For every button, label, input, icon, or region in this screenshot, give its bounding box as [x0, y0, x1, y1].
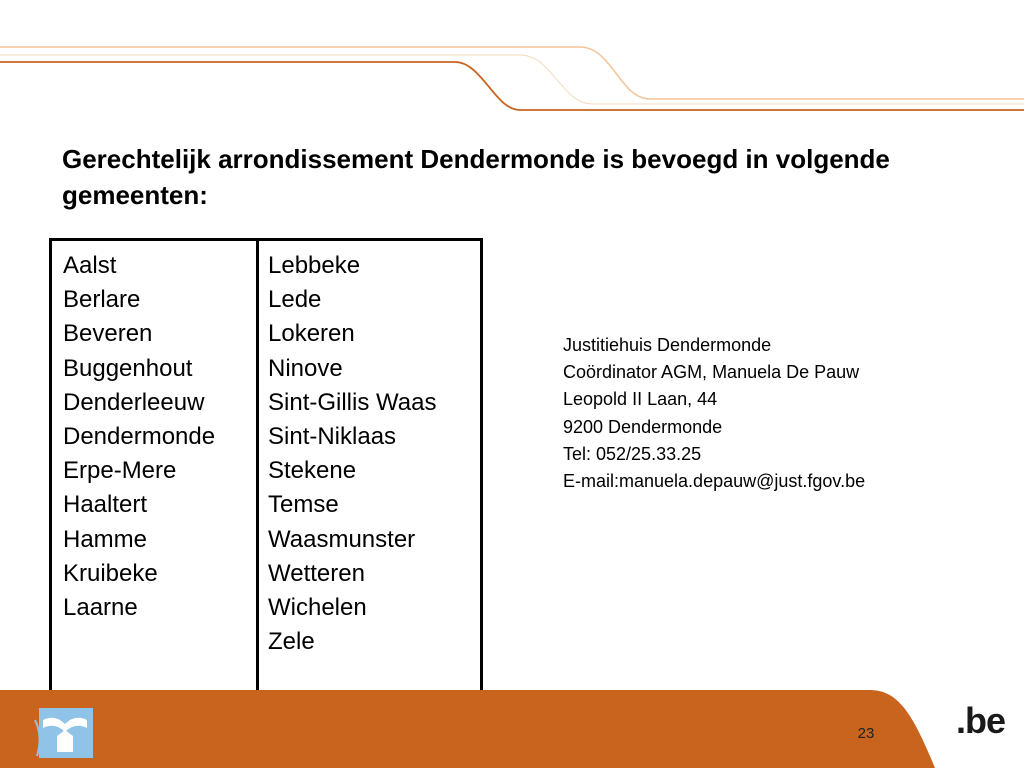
contact-coordinator: Coördinator AGM, Manuela De Pauw: [563, 362, 860, 383]
list-item: Temse: [268, 491, 339, 519]
list-item: Waasmunster: [268, 525, 416, 553]
list-item: Lede: [268, 286, 322, 314]
list-item: Laarne: [63, 594, 138, 622]
list-item: Lokeren: [268, 320, 355, 348]
list-item: Beveren: [63, 320, 153, 348]
contact-city: 9200 Dendermonde: [563, 416, 723, 437]
contact-phone: Tel: 052/25.33.25: [563, 443, 702, 464]
municipality-column-left: [51, 240, 258, 700]
list-item: Sint-Niklaas: [268, 423, 397, 451]
list-item: Wichelen: [268, 594, 367, 622]
contact-email: E-mail:manuela.depauw@just.fgov.be: [563, 471, 866, 492]
justice-house-logo-icon: [33, 706, 97, 762]
municipality-column-right: [258, 240, 482, 700]
contact-block: [563, 332, 865, 495]
list-item: Erpe-Mere: [63, 457, 177, 485]
be-logo: .be: [956, 700, 1006, 741]
header-decoration: [0, 0, 1024, 130]
list-item: Dendermonde: [63, 423, 216, 451]
list-item: Lebbeke: [268, 252, 361, 279]
list-item: Stekene: [268, 457, 357, 485]
header-line-accent: [0, 62, 1024, 110]
list-item: Sint-Gillis Waas: [268, 388, 437, 416]
page-number: 23: [857, 725, 875, 742]
list-item: Kruibeke: [63, 559, 158, 587]
list-item: Berlare: [63, 286, 141, 314]
list-item: Zele: [268, 628, 315, 656]
table-row: [51, 240, 482, 700]
slide-title: Gerechtelijk arrondissement Dendermonde is bevoegd in volgende gemeenten:: [62, 144, 890, 210]
list-item: Aalst: [63, 252, 117, 279]
list-item: Denderleeuw: [63, 388, 205, 416]
list-item: Ninove: [268, 354, 343, 382]
list-item: Haaltert: [63, 491, 148, 519]
contact-organisation: Justitiehuis Dendermonde: [563, 335, 772, 355]
municipality-table: [49, 238, 483, 701]
footer-band-shape: [0, 690, 935, 768]
list-item: Hamme: [63, 525, 148, 553]
list-item: Buggenhout: [63, 354, 193, 382]
contact-street: Leopold II Laan, 44: [563, 389, 718, 410]
list-item: Wetteren: [268, 559, 365, 587]
